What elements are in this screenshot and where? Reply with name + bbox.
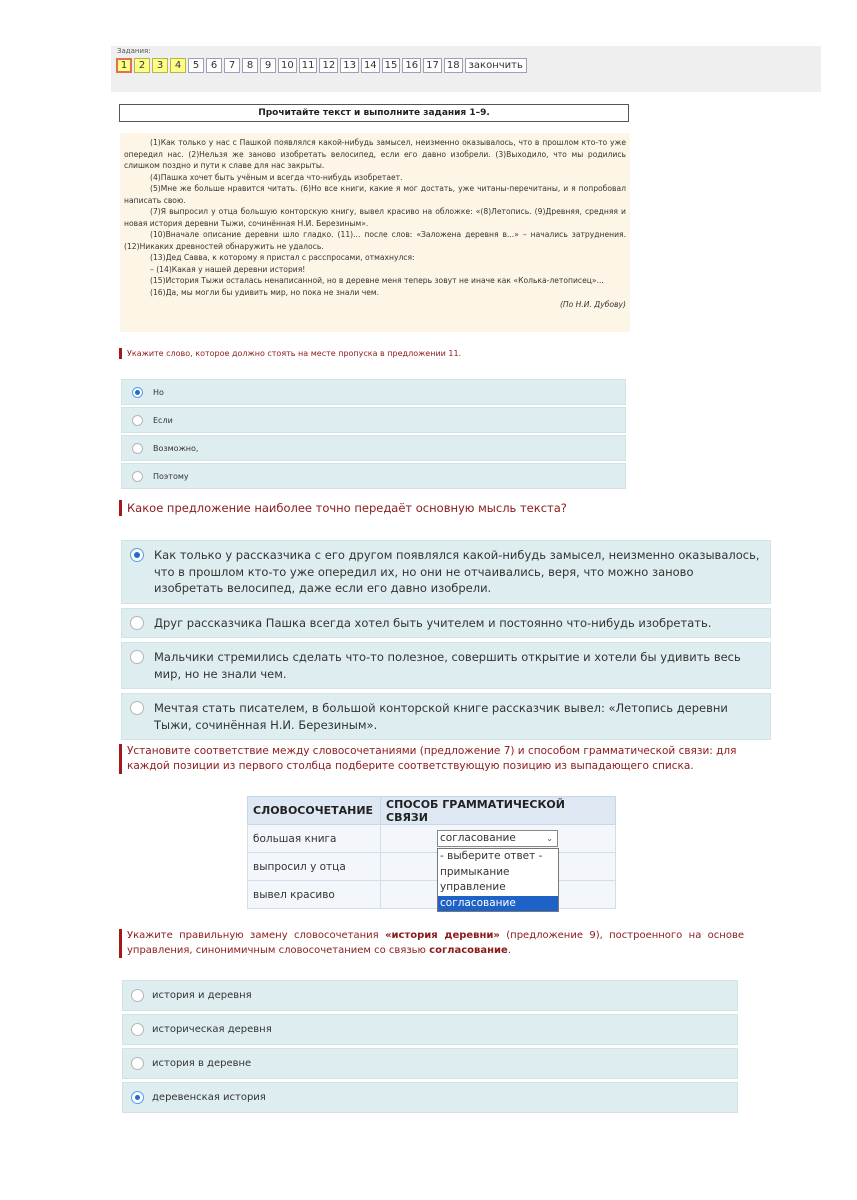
reading-paragraph: (13)Дед Савва, к которому я пристал с расспросами, отмахнулся: [150,253,415,262]
q1-option-2[interactable] [121,407,626,433]
task-button-6[interactable]: 6 [206,58,222,73]
task-button-12[interactable]: 12 [319,58,338,73]
task-buttons [116,58,527,73]
radio-unchecked-icon[interactable] [132,443,143,454]
matching-table [247,796,616,909]
option-label: деревенская история [152,1092,266,1103]
question-4-prompt [119,929,744,958]
radio-checked-icon[interactable] [131,1091,144,1104]
option-label: история и деревня [152,990,252,1001]
q4-option-3[interactable] [122,1048,738,1079]
task-button-5[interactable]: 5 [188,58,204,73]
table-row [248,881,616,909]
option-label: Друг рассказчика Пашка всегда хотел быть учителем и постоянно что-нибудь изобретать. [154,615,712,630]
task-button-2[interactable]: 2 [134,58,150,73]
reading-paragraph: (5)Мне же больше нравится читать. (6)Но все книги, какие я мог достать, уже читаны-перечитаны, и я попробовал написать свою. [124,184,626,205]
option-label: история в деревне [152,1058,252,1069]
question-4-options [122,980,738,1116]
task-button-8[interactable]: 8 [242,58,258,73]
radio-unchecked-icon[interactable] [130,701,144,715]
task-button-9[interactable]: 9 [260,58,276,73]
task-button-11[interactable]: 11 [299,58,318,73]
task-button-4[interactable]: 4 [170,58,186,73]
reading-paragraph: (15)История Тыжи осталась ненаписанной, но в деревне меня теперь зовут не иначе как «Колька-летописец»... [150,276,604,285]
q1-option-1[interactable] [121,379,626,405]
radio-checked-icon[interactable] [132,387,143,398]
task-header: Прочитайте текст и выполните задания 1–9. [119,104,629,122]
radio-unchecked-icon[interactable] [132,415,143,426]
phrase-cell: выпросил у отца [248,853,381,881]
question-1-options [121,379,626,491]
phrase-cell: вывел красиво [248,881,381,909]
q2-option-3[interactable] [121,642,771,689]
dropdown-option-highlighted[interactable]: согласование [438,896,558,912]
finish-button[interactable]: закончить [465,58,527,73]
task-button-7[interactable]: 7 [224,58,240,73]
option-label: Но [153,387,164,397]
option-label: Возможно, [153,443,199,453]
option-label: Если [153,415,173,425]
prompt-text: . [507,944,512,956]
reading-paragraph: (1)Как только у нас с Пашкой появлялся какой-нибудь замысел, неизменно оказывалось, что в прошлом кто-то уже опередил нас. (2)Нельзя же заново изобретать велосипед, если его давно изобрели. (3)Выходило, что мы родились слишком поздно и пути к славе для нас закрыты. [124,138,626,170]
radio-unchecked-icon[interactable] [132,471,143,482]
column-header-link-type: СПОСОБ ГРАММАТИЧЕСКОЙ СВЯЗИ [381,797,616,825]
q4-option-4[interactable] [122,1082,738,1113]
reading-paragraph: – (14)Какая у нашей деревни история! [150,264,306,274]
option-label: историческая деревня [152,1024,272,1035]
q2-option-4[interactable] [121,693,771,740]
task-button-14[interactable]: 14 [361,58,380,73]
option-label: Мечтая стать писателем, в большой конторской книге рассказчик вывел: «Летопись деревни Тыжи, сочинённая Н.И. Березиным». [154,701,728,732]
prompt-text: Укажите правильную замену словосочетания [127,930,386,941]
task-button-10[interactable]: 10 [278,58,297,73]
prompt-text: (предложение 9), построенного на основе управления, синонимичным словосочетанием со связью [127,930,745,956]
prompt-emphasis: согласование [429,944,508,956]
question-2-options [121,540,771,744]
chevron-down-icon: ⌄ [546,834,553,843]
radio-unchecked-icon[interactable] [131,1023,144,1036]
reading-source: (По Н.И. Дубову) [559,300,626,309]
select-dropdown-list [437,848,559,912]
select-value: согласование [440,832,516,844]
tasks-label: Задания: [117,47,151,55]
option-label: Поэтому [153,471,189,481]
dropdown-option[interactable]: примыкание [440,865,510,878]
option-label: Как только у рассказчика с его другом появлялся какой-нибудь замысел, неизменно оказывалось, что в прошлом кто-то уже опередил их, но они не отчаивались, веря, что можно заново изобретать велосипед, даже если его давно изобрели. [154,548,760,595]
table-row [248,825,616,853]
task-button-1[interactable]: 1 [116,58,132,73]
option-label: Мальчики стремились сделать что-то полезное, совершить открытие и хотели бы удивить весь мир, но не знали чем. [154,650,741,681]
radio-unchecked-icon[interactable] [131,1057,144,1070]
radio-checked-icon[interactable] [130,548,144,562]
table-row [248,853,616,881]
dropdown-option[interactable]: - выберите ответ - [440,850,543,862]
question-1-prompt: Укажите слово, которое должно стоять на месте пропуска в предложении 11. [119,348,639,359]
radio-unchecked-icon[interactable] [130,616,144,630]
task-button-13[interactable]: 13 [340,58,359,73]
q1-option-3[interactable] [121,435,626,461]
reading-paragraph: (16)Да, мы могли бы удивить мир, но пока не знали чем. [150,287,380,297]
phrase-cell: большая книга [248,825,381,853]
q2-option-1[interactable] [121,540,771,604]
reading-text [120,133,630,332]
reading-paragraph: (10)Вначале описание деревни шло гладко. (11)... после слов: «Заложена деревня в...» – начались затруднения. (12)Никаких древностей обнаружить не удалось. [124,230,626,251]
radio-unchecked-icon[interactable] [131,989,144,1002]
task-button-15[interactable]: 15 [382,58,401,73]
task-button-3[interactable]: 3 [152,58,168,73]
radio-unchecked-icon[interactable] [130,650,144,664]
link-type-select[interactable] [437,830,558,847]
dropdown-option[interactable]: управление [440,881,506,893]
task-button-17[interactable]: 17 [423,58,442,73]
task-button-18[interactable]: 18 [444,58,463,73]
q2-option-2[interactable] [121,608,771,639]
q4-option-1[interactable] [122,980,738,1011]
question-2-prompt: Какое предложение наиболее точно передаёт основную мысль текста? [119,500,759,516]
reading-paragraph: (7)Я выпросил у отца большую конторскую книгу, вывел красиво на обложке: «(8)Летопись. (9)Древняя, средняя и новая история деревни Тыжи, сочинённая Н.И. Березиным». [124,207,626,228]
q1-option-4[interactable] [121,463,626,489]
question-3-prompt: Установите соответствие между словосочетаниями (предложение 7) и способом грамматической связи: для каждой позиции из первого столбца подберите соответствующую позицию из выпадающего списка. [119,744,759,774]
column-header-phrase: СЛОВОСОЧЕТАНИЕ [248,797,381,825]
q4-option-2[interactable] [122,1014,738,1045]
prompt-emphasis: «история деревни» [385,930,500,941]
task-button-16[interactable]: 16 [402,58,421,73]
reading-paragraph: (4)Пашка хочет быть учёным и всегда что-нибудь изобретает. [150,172,403,182]
task-navigation-panel [111,46,821,92]
